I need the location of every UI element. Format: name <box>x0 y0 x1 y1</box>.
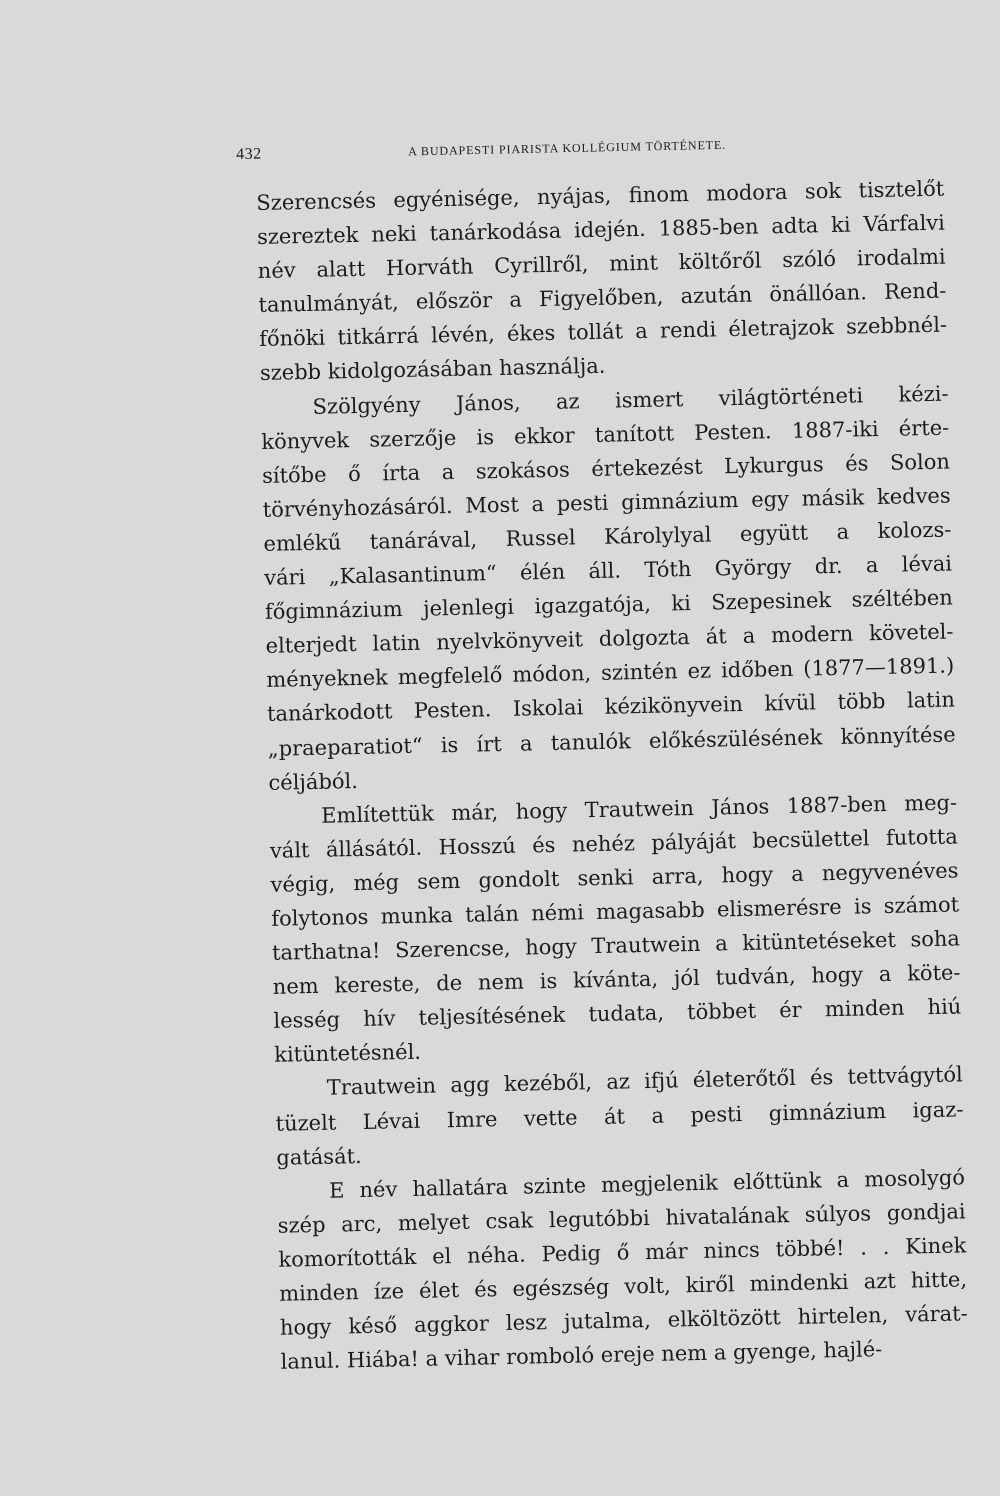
text-line: „praeparatiot“ is írt a tanulók előkészülésének könnyítése <box>267 721 956 761</box>
text-line: tanárkodott Pesten. Iskolai kézikönyvein kívül több latin <box>266 687 956 727</box>
text-line: végig, még sem gondolt senki arra, hogy a negyvenéves <box>270 858 959 897</box>
text-line: komorították el néha. Pedig ő már nincs többé! . . Kinek <box>278 1233 967 1272</box>
text-line: szép arc, melyet csak legutóbbi hivatalának súlyos gondjai <box>277 1199 966 1238</box>
text-line: céljából. <box>268 768 359 795</box>
text-line: gatását. <box>276 1143 362 1170</box>
text-line: Szerencsés egyénisége, nyájas, finom modora sok tisztelőt <box>256 176 945 215</box>
text-line: nem kereste, de nem is kívánta, jól tudván, hogy a köte- <box>272 960 961 999</box>
text-line: minden íze élet és egészség volt, kiről mindenki azt hitte, <box>278 1267 968 1306</box>
running-header <box>236 131 956 170</box>
text-line: kitüntetésnél. <box>273 1040 422 1068</box>
text-line: elterjedt latin nyelvkönyveit dolgozta át a modern követel- <box>265 619 954 659</box>
running-title: A BUDAPESTI PIARISTA KOLLÉGIUM TÖRTÉNETE. <box>408 137 727 159</box>
text-line: főnöki titkárrá lévén, ékes tollát a rendi életrajzok szebbnél- <box>258 312 948 352</box>
text-line: folytonos munka talán némi magasabb elismerésre is számot <box>271 892 960 931</box>
text-line: törvényhozásáról. Most a pesti gimnázium egy másik kedves <box>262 483 951 522</box>
text-line: lesség hív teljesítésének tudata, többet ér minden hiú <box>273 994 962 1034</box>
text-line: vári „Kalasantinum“ élén áll. Tóth György dr. a lévai <box>263 551 953 590</box>
text-line: Említettük már, hogy Trautwein János 1887-ben meg- <box>320 790 958 828</box>
text-line: lanul. Hiába! a vihar romboló ereje nem a gyenge, hajlé- <box>280 1337 883 1374</box>
text-line: Szölgyény János, az ismert világtörténeti kézi- <box>312 381 949 419</box>
text-line: emlékű tanárával, Russel Károlylyal együtt a kolozs- <box>263 517 952 556</box>
text-line: szereztek neki tanárkodása idején. 1885-ben adta ki Várfalvi <box>256 210 946 250</box>
text-line: tanulmányát, először a Figyelőben, azután önállóan. Rend- <box>258 278 947 318</box>
text-line: név alatt Horváth Cyrillről, mint költőről szóló irodalmi <box>257 244 946 284</box>
text-line: főgimnázium jelenlegi igazgatója, ki Szepesinek széltében <box>264 585 954 625</box>
page-number: 432 <box>236 145 262 163</box>
text-line: könyvek szerzője is ekkor tanított Pesten. 1887-iki érte- <box>261 415 950 454</box>
text-line: tarthatna! Szerencse, hogy Trautwein a kitüntetéseket soha <box>271 926 961 965</box>
body-text <box>256 172 969 1379</box>
text-line: tüzelt Lévai Imre vette át a pesti gimnázium igaz- <box>275 1096 964 1136</box>
text-line: szebb kidolgozásában használja. <box>259 354 606 386</box>
text-line: sítőbe ő írta a szokásos értekezést Lykurgus és Solon <box>261 449 951 488</box>
text-line: vált állásától. Hosszú és nehéz pályáját becsülettel futotta <box>269 824 958 863</box>
text-line: ményeknek megfelelő módon, szintén ez időben (1877—1891.) <box>266 653 955 693</box>
text-line: hogy késő aggkor lesz jutalma, elköltözött hirtelen, várat- <box>279 1301 968 1340</box>
text-line: Trautwein agg kezéből, az ifjú életerőtől és tettvágytól <box>326 1062 963 1101</box>
text-line: E név hallatára szinte megjelenik előttünk a mosolygó <box>328 1165 966 1203</box>
